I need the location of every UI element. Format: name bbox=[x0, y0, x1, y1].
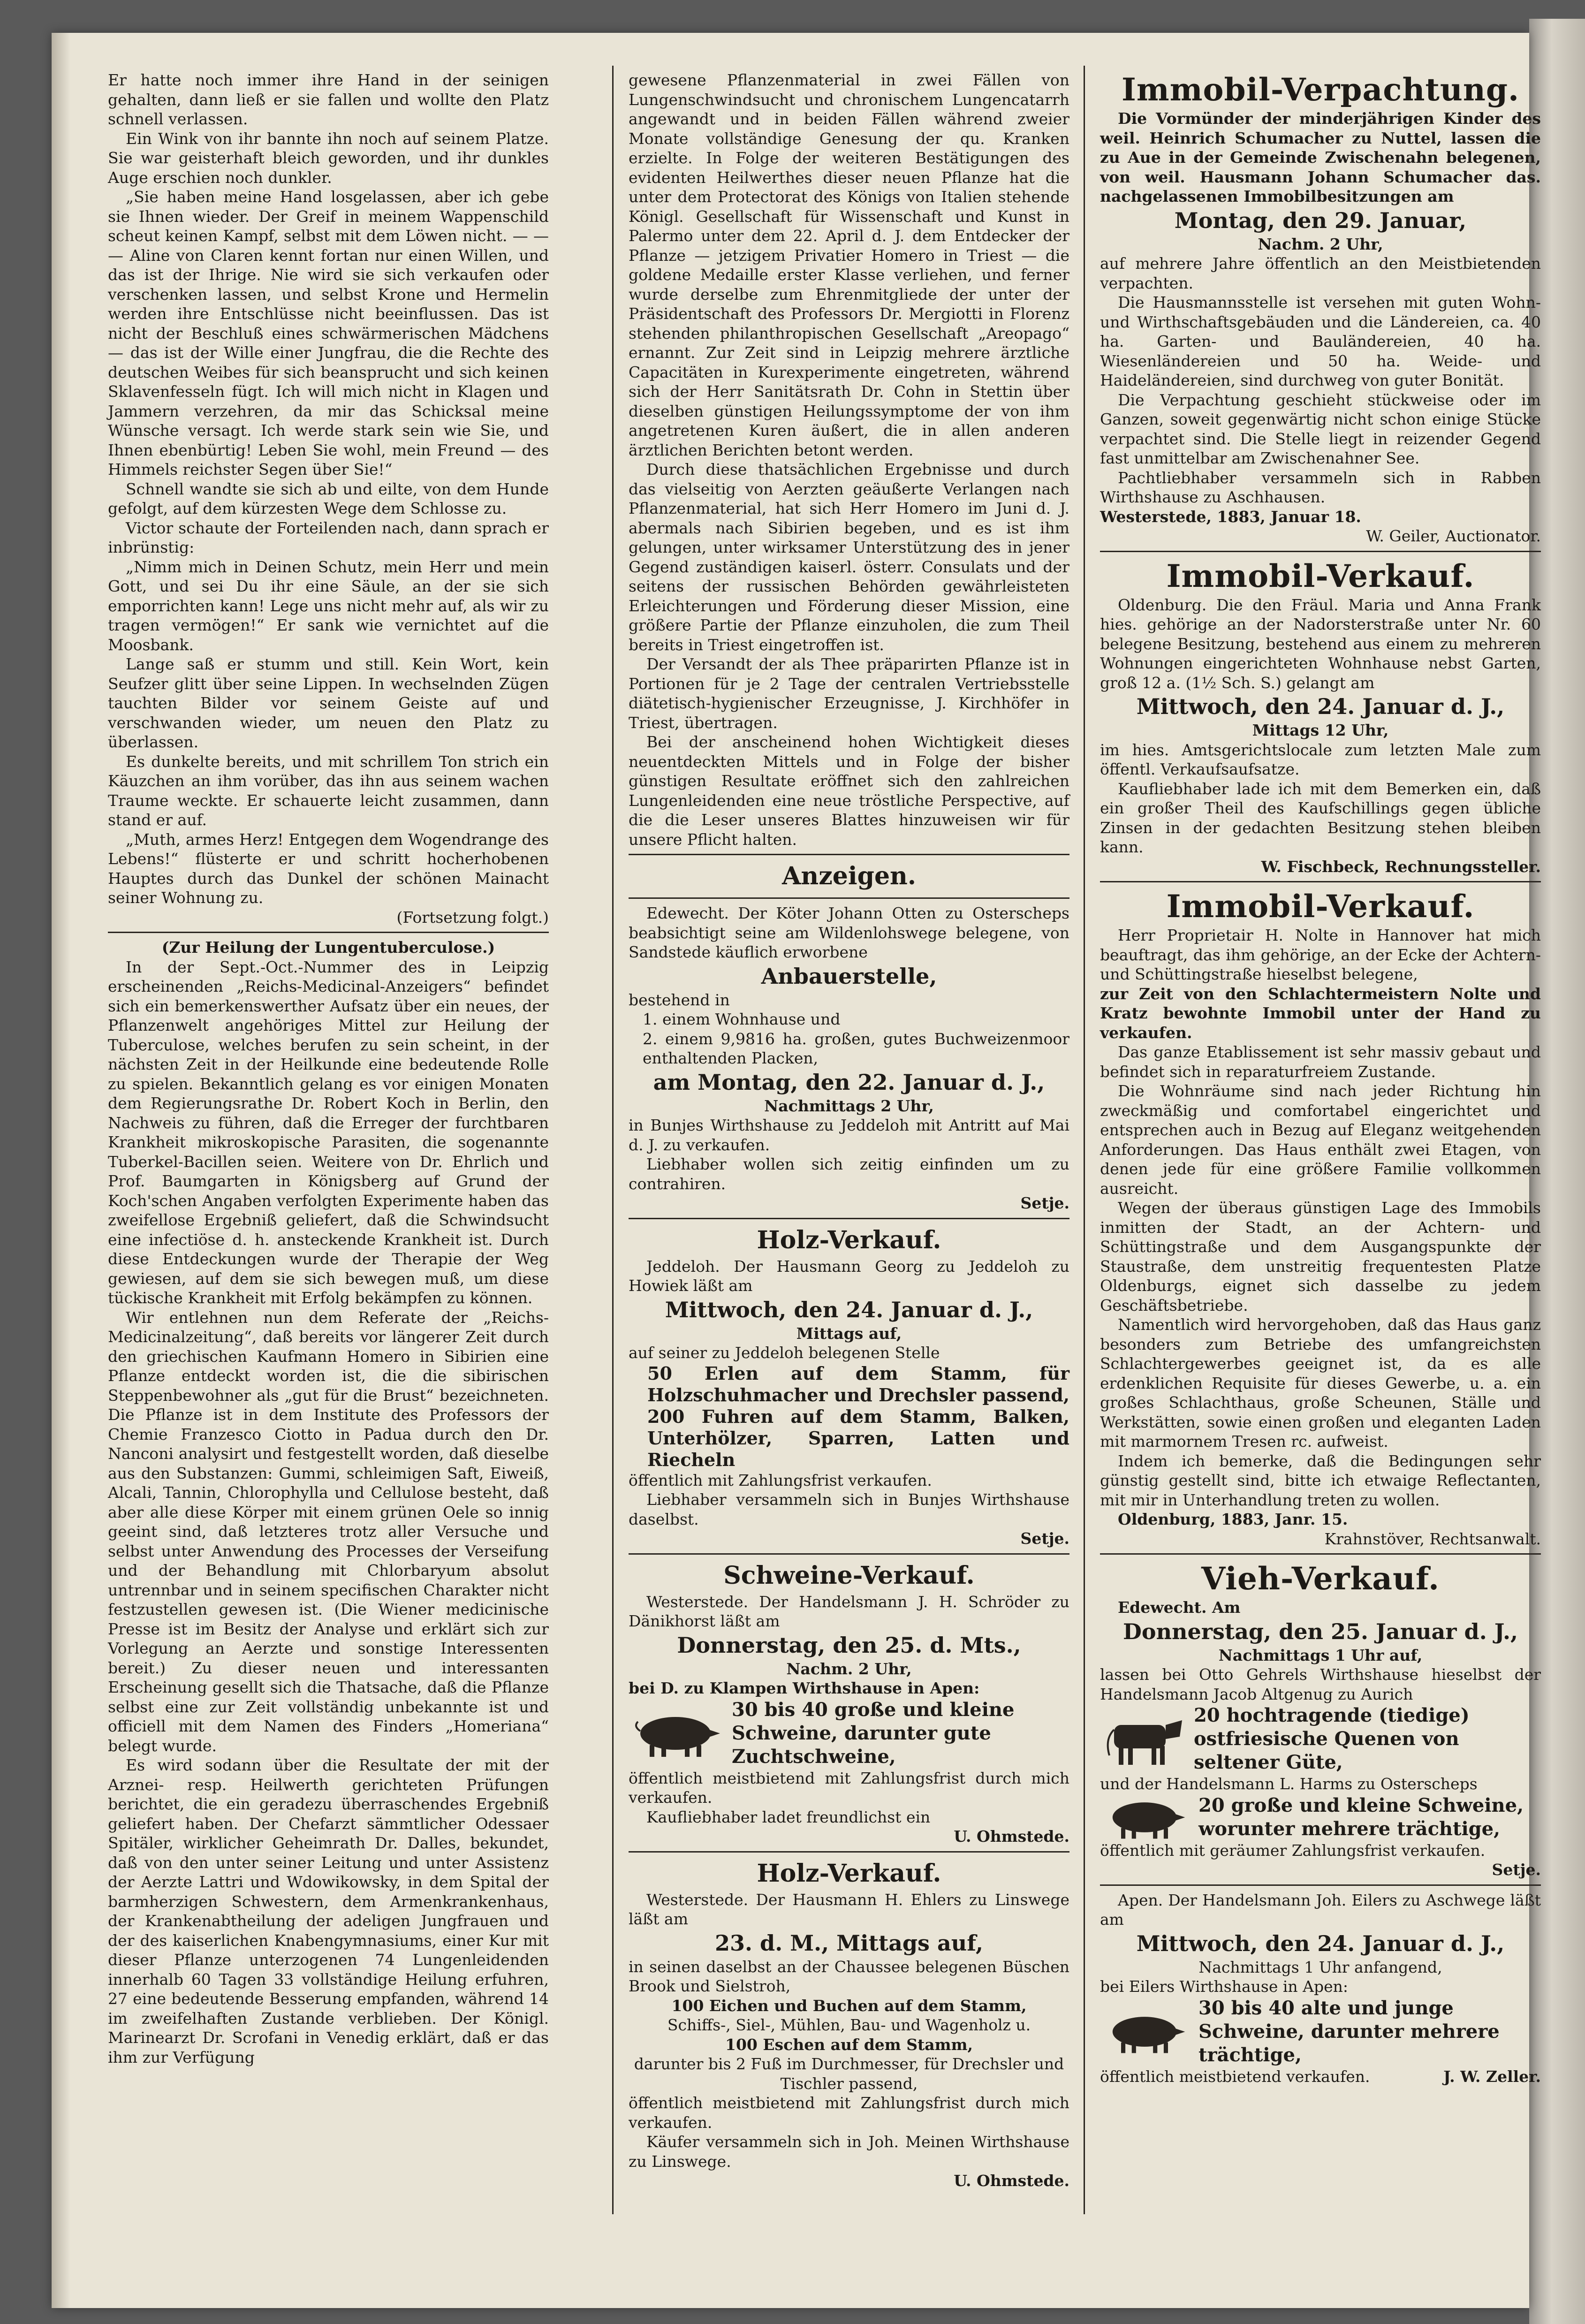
column-2 bbox=[629, 70, 1069, 2191]
ad-date: Mittwoch, den 24. Januar d. J., bbox=[1136, 1930, 1505, 1956]
section-rule bbox=[629, 897, 1069, 899]
ad-list-item: 2. einem 9,9816 ha. großen, gutes Buchweizenmoor enthaltenden Placken, bbox=[643, 1029, 1069, 1067]
article-paragraph: Durch diese thatsächlichen Ergebnisse und durch das vielseitig von Aerzten geäußerte Verlangen nach Pflanzenmaterial, hat sich Herr Homero im Juni d. J. abermals nach Sibirien begeben, und es ist ihm gelungen, unter wirksamer Unterstützung des in jener Gegend zuständigen kaiserl. österr. Consulats und der seitens der russischen Behörden gewährleisteten Erleichterungen und Förderung dieser Mission, eine größere Partie der Pflanze einzuholen, die zum Theil bereits in Triest eingetroffen ist. bbox=[629, 460, 1069, 654]
story-paragraph: „Sie haben meine Hand losgelassen, aber ich gebe sie Ihnen wieder. Der Greif in meinem Wappenschild scheut keinen Kampf, selbst mit dem Löwen nicht. — — — Aline von Claren kennt fortan nur einen Willen, und das ist der Ihrige. Nie wird sie sich verkaufen oder verschenken lassen, und selbst Krone und Hermelin werden ihre Entschlüsse nicht beeinflussen. Das ist nicht der Beschluß eines schwärmerischen Mädchens — das ist der Wille einer Jungfrau, die die Rechte des deutschen Weibes für sich beansprucht und sich keinen Sklavenfesseln fügt. Ich will mich nicht in Klagen und Jammern verzehren, da mir das Schicksal meine Wünsche versagt. Ich werde stark sein wie Sie, und Ihnen ebenbürtig! Leben Sie wohl, mein Freund — des Himmels reichster Segen über Sie!“ bbox=[108, 188, 549, 478]
ad-text: öffentlich meistbietend verkaufen. bbox=[1100, 2067, 1370, 2086]
ad-text: auf mehrere Jahre öffentlich an den Meistbietenden verpachten. bbox=[1100, 254, 1541, 292]
ad-text: im hies. Amtsgerichtslocale zum letzten Male zum öffentl. Verkaufsaufsatze. bbox=[1100, 740, 1541, 778]
ad-time: Nachm. 2 Uhr, bbox=[1258, 235, 1383, 253]
story-paragraph: Schnell wandte sie sich ab und eilte, von dem Hunde gefolgt, auf dem kürzesten Wege dem Schlosse zu. bbox=[108, 479, 549, 517]
ad-text: Das ganze Etablissement ist sehr massiv gebaut und befindet sich in reparaturfreiem Zustande. bbox=[1100, 1043, 1541, 1081]
story-paragraph: Lange saß er stumm und still. Kein Wort, kein Seufzer glitt über seine Lippen. In wechselnden Zügen tauchten Bilder vor seinem Geiste auf und verschwanden wieder, um neuen den Platz zu überlassen. bbox=[108, 655, 549, 751]
ad-text: und der Handelsmann L. Harms zu Osterscheps bbox=[1100, 1775, 1478, 1793]
ad-date: Donnerstag, den 25. d. Mts., bbox=[677, 1632, 1021, 1658]
ad-text: öffentlich mit geräumer Zahlungsfrist verkaufen. bbox=[1100, 1841, 1486, 1860]
section-rule bbox=[1100, 1553, 1541, 1555]
ad-text: bestehend in bbox=[629, 990, 730, 1009]
section-rule bbox=[629, 1851, 1069, 1853]
article-paragraph: Wir entlehnen nun dem Referate der „Reichs-Medicinalzeitung“, daß bereits vor längerer Zeit durch den griechischen Kaufmann Homero in Sibirien eine Pflanze entdeckt worden ist, die die sibirischen Steppenbewohner als „gut für die Brust“ bezeichneten. Die Pflanze ist in dem Institute des Professors der Chemie Franzesco Ciotto in Padua durch den Dr. Nanconi analysirt und festgestellt worden, daß dieselbe aus den Substanzen: Gummi, schleimigen Saft, Eiweiß, Alcali, Tannin, Chlorophylla und Cellulose besteht, daß aber alle diese Körper mit einem grünen Oele so innig geeint sind, daß letzteres trotz aller Versuche und selbst unter Anwendung des Processes der Verseifung und der Behandlung mit Chlorbaryum absolut untrennbar und in seinem specifischen Charakter nicht festzustellen gewesen ist. (Die Wiener medicinische Presse ist im Besitz der Analyse und erklärt sich zur Vorlegung an Aerzte und sonstige Interessenten bereit.) Zu dieser neuen und interessanten Erscheinung gesellt sich die Thatsache, daß die Pflanze selbst eine zur Zeit vollständig unbekannte ist und officiell mit dem Namen des Finders „Homeriana“ belegt wurde. bbox=[108, 1308, 549, 1755]
ad-title: Vieh-Verkauf. bbox=[1201, 1560, 1440, 1597]
ad-date: Donnerstag, den 25. Januar d. J., bbox=[1123, 1618, 1518, 1644]
ad-text: Kaufliebhaber ladet freundlichst ein bbox=[646, 1808, 931, 1826]
ad-date: Mittwoch, den 24. Januar d. J., bbox=[1136, 694, 1505, 719]
section-rule bbox=[629, 1218, 1069, 1219]
page-fold bbox=[52, 33, 70, 2308]
ad-text: darunter bis 2 Fuß im Durchmesser, für Drechsler und Tischler passend, bbox=[634, 2055, 1064, 2093]
ad-items: 100 Eschen auf dem Stamm, bbox=[725, 2035, 973, 2054]
ad-text: in seinen daselbst an der Chaussee belegenen Büschen Brook und Sielstroh, bbox=[629, 1957, 1069, 1995]
continued-note: (Fortsetzung folgt.) bbox=[396, 908, 549, 927]
ad-vieh-verkauf bbox=[1100, 1559, 1541, 1880]
ad-title: Holz-Verkauf. bbox=[757, 1225, 941, 1254]
ad-holz-verkauf-2 bbox=[629, 1857, 1069, 2191]
ad-text: Pachtliebhaber versammeln sich in Rabben Wirthshause zu Aschhausen. bbox=[1100, 468, 1541, 506]
pig-ad-block bbox=[1100, 1794, 1541, 1841]
section-rule bbox=[1100, 1884, 1541, 1886]
pig-ad-block bbox=[629, 1698, 1069, 1769]
ad-time: Nachm. 2 Uhr, bbox=[786, 1659, 912, 1678]
ad-text: Käufer versammeln sich in Joh. Meinen Wirthshause zu Linswege. bbox=[629, 2133, 1069, 2171]
ad-holz-verkauf-1 bbox=[629, 1224, 1069, 1549]
ad-place: bei D. zu Klampen Wirthshause in Apen: bbox=[629, 1679, 980, 1697]
ad-intro: Herr Proprietair H. Nolte in Hannover hat mich beauftragt, das ihm gehörige, an der Ecke der Achtern- und Schüttingstraße hieselbst belegene, bbox=[1100, 926, 1541, 983]
ad-place: Westerstede, 1883, Januar 18. bbox=[1100, 507, 1361, 526]
ad-items: 20 hochtragende (tiedige) ostfriesische Quenen von seltener Güte, bbox=[1194, 1704, 1470, 1773]
story-paragraph: „Muth, armes Herz! Entgegen dem Wogendrange des Lebens!“ flüsterte er und schritt hocherhobenen Hauptes durch das Dunkel der schönen Mainacht seiner Wohnung zu. bbox=[108, 830, 549, 907]
ad-date: 23. d. M., Mittags auf, bbox=[714, 1930, 983, 1956]
ad-text: auf seiner zu Jeddeloh belegenen Stelle bbox=[629, 1344, 940, 1362]
ad-title: Immobil-Verpachtung. bbox=[1121, 71, 1520, 108]
ad-place: Oldenburg, 1883, Janr. 15. bbox=[1118, 1510, 1348, 1528]
ad-signature: Setje. bbox=[1020, 1529, 1069, 1548]
story-paragraph: Er hatte noch immer ihre Hand in der seinigen gehalten, dann ließ er sie fallen und wollte den Platz schnell verlassen. bbox=[108, 71, 549, 128]
ad-time: Nachmittags 2 Uhr, bbox=[764, 1096, 934, 1115]
ad-text: lassen bei Otto Gehrels Wirthshause hieselbst der Handelsmann Jacob Altgenug zu Aurich bbox=[1100, 1665, 1541, 1703]
ad-bold-text: zur Zeit von den Schlachtermeistern Nolte und Kratz bewohnte Immobil unter der Hand zu verkaufen. bbox=[1100, 984, 1541, 1042]
ad-time: Mittags 12 Uhr, bbox=[1252, 721, 1389, 739]
ad-date: am Montag, den 22. Januar d. J., bbox=[653, 1069, 1045, 1095]
article-paragraph: gewesene Pflanzenmaterial in zwei Fällen von Lungenschwindsucht und chronischem Lungencatarrh angewandt und in beiden Fällen während zweier Monate vollständige Genesung der qu. Kranken erzielte. In Folge der weiteren Bestätigungen des evidenten Heilwerthes dieser neuen Pflanze hat die unter dem Protectorat des Königs von Italien stehende Königl. Gesellschaft für Wissenschaft und Kunst in Palermo unter dem 22. April d. J. dem Entdecker der Pflanze — jetzigem Privatier Homero in Triest — die goldene Medaille erster Klasse verliehen, und ferner wurde derselbe zum Ehrenmitgliede der unter der Präsidentschaft des Professors Dr. Mergiotti in Florenz stehenden philanthropischen Gesellschaft „Areopago“ ernannt. Zur Zeit sind in Leipzig mehrere ärztliche Capacitäten in Kurexperimente eingetreten, während sich der Herr Sanitätsrath Dr. Cohn in Stettin über dieselben günstigen Heilungssymptome der von ihm angetretenen Kuren äußert, die in allen anderen ärztlichen Berichten betont werden. bbox=[629, 71, 1069, 459]
ad-time: Mittags auf, bbox=[796, 1324, 902, 1343]
ad-signature: W. Fischbeck, Rechnungssteller. bbox=[1261, 857, 1541, 876]
ad-intro: Die Vormünder der minderjährigen Kinder des weil. Heinrich Schumacher zu Nuttel, lassen die zu Aue in der Gemeinde Zwischenahn belegenen, von weil. Hausmann Johann Schumacher das. nachgelassenen Immobilbesitzungen am bbox=[1100, 109, 1541, 205]
ad-time: Nachmittags 1 Uhr anfangend, bbox=[1198, 1958, 1442, 1976]
column-3 bbox=[1100, 70, 1541, 2086]
column-rule bbox=[1084, 66, 1085, 2214]
ad-text: öffentlich meistbietend mit Zahlungsfrist durch mich verkaufen. bbox=[629, 2094, 1069, 2132]
ad-text: Die Verpachtung geschieht stückweise oder im Ganzen, soweit gegenwärtig nicht schon einige Stücke verpachtet sind. Die Stelle liegt in reizender Gegend fast unmittelbar am Zwischenahner See. bbox=[1100, 390, 1541, 467]
ad-footer bbox=[1100, 507, 1541, 527]
ad-text: Die Wohnräume sind nach jeder Richtung hin zweckmäßig und comfortabel eingerichtet und entsprechen auch in Bezug auf Eleganz weitgehenden Anforderungen. Das Haus enthält zwei Etagen, von denen jede für eine größere Familie vollkommen ausreicht. bbox=[1100, 1082, 1541, 1198]
section-rule bbox=[108, 932, 549, 933]
section-rule bbox=[629, 1553, 1069, 1555]
section-rule bbox=[629, 854, 1069, 855]
article-paragraph: Bei der anscheinend hohen Wichtigkeit dieses neuentdeckten Mittels und in Folge der bisher günstigen Resultate eröffnet sich den zahlreichen Lungenleidenden eine neue tröstliche Perspective, auf die die Leser unseres Blattes hinzuweisen wir für unsere Pflicht halten. bbox=[629, 733, 1069, 849]
ad-items: 100 Eichen und Buchen auf dem Stamm, bbox=[671, 1996, 1027, 2015]
ad-title: Anbauerstelle, bbox=[761, 963, 937, 989]
ad-items: 30 bis 40 große und kleine Schweine, darunter gute Zuchtschweine, bbox=[732, 1698, 1015, 1768]
article-paragraph: Der Versandt der als Thee präparirten Pflanze ist in Portionen für je 2 Tage der centralen Vertriebsstelle diätetisch-hygienischer Erzeugnisse, J. Kirchhöfer in Triest, übertragen. bbox=[629, 655, 1069, 732]
ad-items: 30 bis 40 alte und junge Schweine, darunter mehrere trächtige, bbox=[1198, 1997, 1500, 2066]
section-rule bbox=[1100, 551, 1541, 552]
ad-immobil-verpachtung bbox=[1100, 70, 1541, 546]
column-rule bbox=[612, 66, 614, 2214]
ad-text: öffentlich meistbietend mit Zahlungsfrist durch mich verkaufen. bbox=[629, 1769, 1069, 1807]
cow-icon bbox=[1100, 1711, 1184, 1767]
ad-intro: Westerstede. Der Hausmann H. Ehlers zu Linswege läßt am bbox=[629, 1890, 1069, 1928]
ad-title: Immobil-Verkauf. bbox=[1166, 557, 1475, 594]
ad-intro: Jeddeloh. Der Hausmann Georg zu Jeddeloh zu Howiek läßt am bbox=[629, 1257, 1069, 1295]
ad-list-item: 1. einem Wohnhause und bbox=[643, 1010, 841, 1028]
ad-intro: Westerstede. Der Handelsmann J. H. Schröder zu Dänikhorst läßt am bbox=[629, 1592, 1069, 1630]
story-paragraph: Es dunkelte bereits, und mit schrillem Ton strich ein Käuzchen an ihm vorüber, das ihn aus seinem wachen Traume weckte. Er schauerte leicht zusammen, dann stand er auf. bbox=[108, 752, 549, 829]
ad-immobil-verkauf-2 bbox=[1100, 887, 1541, 1549]
ad-items: 20 große und kleine Schweine, worunter mehrere trächtige, bbox=[1198, 1794, 1524, 1840]
ad-text: Namentlich wird hervorgehoben, daß das Haus ganz besonders zum Betriebe des umfangreichsten Schlachtergewerbes geeignet ist, da es alle erdenklichen Requisite für dieses Gewerbe, u. a. ein großes Schlachthaus, große Scheunen, Ställe und Werkstätten, sowie einen großen und eleganten Laden mit marmornem Tresen rc. aufweist. bbox=[1100, 1315, 1541, 1451]
ad-schweine-verkauf bbox=[629, 1559, 1069, 1846]
story-paragraph: Ein Wink von ihr bannte ihn noch auf seinem Platze. Sie war geisterhaft bleich geworden, und ihr dunkles Auge erschien noch dunkler. bbox=[108, 129, 549, 187]
ad-apen-schweine bbox=[1100, 1891, 1541, 2087]
ad-intro: Edewecht. Am bbox=[1118, 1598, 1241, 1617]
cow-ad-block bbox=[1100, 1704, 1541, 1774]
ad-signature: Setje. bbox=[1492, 1861, 1541, 1879]
ad-items: 50 Erlen auf dem Stamm, für Holzschuhmacher und Drechsler passend, 200 Fuhren auf dem Stamm, Balken, Unterhölzer, Sparren, Latten und Riecheln bbox=[647, 1362, 1069, 1470]
ad-text: Wegen der überaus günstigen Lage des Immobils inmitten der Stadt, an der Achtern- und Schüttingstraße und dem Ausgangspunkte der Staustraße, dem unstreitig frequentesten Platze Oldenburgs, eignet sich dasselbe zu jedem Geschäftsbetriebe. bbox=[1100, 1199, 1541, 1314]
ad-date: Montag, den 29. Januar, bbox=[1174, 207, 1467, 233]
ad-intro: Oldenburg. Die den Fräul. Maria und Anna Frank hies. gehörige an der Nadorsterstraße unter Nr. 60 belegene Besitzung, bestehend aus einem zu mehreren Wohnungen eingerichteten Wohnhause nebst Garten, groß 12 a. (1½ Sch. S.) gelangt am bbox=[1100, 595, 1541, 692]
ad-title: Schweine-Verkauf. bbox=[723, 1561, 975, 1590]
article-paragraph: In der Sept.-Oct.-Nummer des in Leipzig erscheinenden „Reichs-Medicinal-Anzeigers“ befindet sich ein bemerkenswerther Aufsatz über ein neues, der Pflanzenwelt angehöriges Mittel zur Heilung der Tuberculose, welches berufen zu sein scheint, in der nächsten Zeit in der Heilkunde eine bedeutende Rolle zu spielen. Bekanntlich gelang es vor einigen Monaten dem Regierungsrathe Dr. Robert Koch in Berlin, den Nachweis zu führen, daß die Erreger der furchtbaren Krankheit mikroskopische Parasiten, die sogenannte Tuberkel-Bacillen seien. Weitere von Dr. Ehrlich und Prof. Baumgarten in Königsberg auf Grund der Koch'schen Angaben verfolgten Experimente haben das zweifellose Ergebniß geliefert, daß die Schwindsucht eine infectiöse d. h. ansteckende Krankheit ist. Durch diese Entdeckungen wurde der Therapie der Weg gewiesen, auf dem sie sich bewegen muß, um diese tückische Krankheit mit Erfolg bekämpfen zu können. bbox=[108, 957, 549, 1307]
ad-place: bei Eilers Wirthshause in Apen: bbox=[1100, 1977, 1349, 1996]
ad-text: Indem ich bemerke, daß die Bedingungen sehr günstig gestellt sind, bitte ich etwaige Reflectanten, mit mir in Unterhandlung treten zu wollen. bbox=[1100, 1451, 1541, 1509]
article-paragraph: Es wird sodann über die Resultate der mit der Arznei- resp. Heilwerth gerichteten Prüfungen berichtet, die ein geradezu überraschendes Ergebniß geliefert haben. Der Chefarzt sämmtlicher Odessaer Spitäler, wirklicher Geheimrath Dr. Dalles, bekundet, daß von den unter seiner Leitung und unter Assistenz der Aerzte Lattri und Wdowikowsky, in dem Spital der barmherzigen Schwestern, dem Armenkrankenhaus, der Krankenabtheilung der adeligen Jungfrauen und der des kaiserlichen Knabengymnasiums, einer Kur mit dieser Pflanze unterzogenen 74 Lungenleidenden innerhalb 60 Tagen 33 vollständige Heilung erfuhren, 27 eine bedeutende Besserung empfanden, während 14 im zweifelhaften Zustande verblieben. Der Königl. Marinearzt Dr. Scrofani in Venedig erklärt, daß er das ihm zur Verfügung bbox=[108, 1756, 549, 2066]
pig-icon bbox=[629, 1708, 722, 1759]
ad-signature: Krahnstöver, Rechtsanwalt. bbox=[1324, 1529, 1541, 1548]
column-1 bbox=[108, 70, 549, 2067]
ad-signature: U. Ohmstede. bbox=[954, 2172, 1069, 2190]
ad-text: Liebhaber wollen sich zeitig einfinden um zu contrahiren. bbox=[629, 1155, 1069, 1193]
ad-footer bbox=[1100, 2067, 1541, 2087]
ad-intro: Apen. Der Handelsmann Joh. Eilers zu Aschwege läßt am bbox=[1100, 1891, 1541, 1929]
ad-text: Kaufliebhaber lade ich mit dem Bemerken ein, daß ein großer Theil des Kaufschillings gegen übliche Zinsen in der gedachten Besitzung stehen bleiben kann. bbox=[1100, 779, 1541, 856]
pig-ad-block bbox=[1100, 1997, 1541, 2067]
ad-text: öffentlich mit Zahlungsfrist verkaufen. bbox=[629, 1471, 932, 1489]
story-paragraph: „Nimm mich in Deinen Schutz, mein Herr und mein Gott, und sei Du ihr eine Säule, an der sie sich emporrichten kann! Lege uns nicht mehr auf, als wir zu tragen vermögen!“ Er sank wie vernichtet auf die Moosbank. bbox=[108, 557, 549, 654]
ad-signature: J. W. Zeller. bbox=[1443, 2067, 1541, 2086]
ad-immobil-verkauf-1 bbox=[1100, 557, 1541, 877]
article-title: (Zur Heilung der Lungentuberculose.) bbox=[161, 938, 495, 957]
ad-signature: U. Ohmstede. bbox=[954, 1827, 1069, 1846]
ad-text: Liebhaber versammeln sich in Bunjes Wirthshause daselbst. bbox=[629, 1490, 1069, 1528]
ad-anbauerstelle bbox=[629, 904, 1069, 1213]
ad-text: Die Hausmannsstelle ist versehen mit guten Wohn- und Wirthschaftsgebäuden und die Ländereien, ca. 40 ha. Garten- und Bauländereien, 40 ha. Wiesenländereien und 50 ha. Weide- und Haideländereien, sind durchweg von guter Bonität. bbox=[1100, 293, 1541, 389]
ad-title: Immobil-Verkauf. bbox=[1166, 888, 1475, 925]
story-paragraph: Victor schaute der Forteilenden nach, dann sprach er inbrünstig: bbox=[108, 518, 549, 556]
ad-title: Holz-Verkauf. bbox=[757, 1859, 941, 1888]
section-heading: Anzeigen. bbox=[782, 862, 916, 890]
ad-text: Schiffs-, Siel-, Mühlen, Bau- und Wagenholz u. bbox=[667, 2016, 1031, 2034]
section-rule bbox=[1100, 881, 1541, 882]
pig-icon bbox=[1100, 1794, 1189, 1841]
ad-signature: Setje. bbox=[1020, 1194, 1069, 1212]
ad-text: in Bunjes Wirthshause zu Jeddeloh mit Antritt auf Mai d. J. zu verkaufen. bbox=[629, 1116, 1069, 1154]
ad-time: Nachmittags 1 Uhr auf, bbox=[1218, 1646, 1423, 1664]
ad-signature: W. Geiler, Auctionator. bbox=[1366, 527, 1541, 545]
ad-date: Mittwoch, den 24. Januar d. J., bbox=[665, 1297, 1033, 1322]
ad-intro: Edewecht. Der Köter Johann Otten zu Osterscheps beabsichtigt seine am Wildenlohswege belegene, von Sandstede käuflich erworbene bbox=[629, 904, 1069, 961]
pig-icon bbox=[1100, 2008, 1189, 2055]
